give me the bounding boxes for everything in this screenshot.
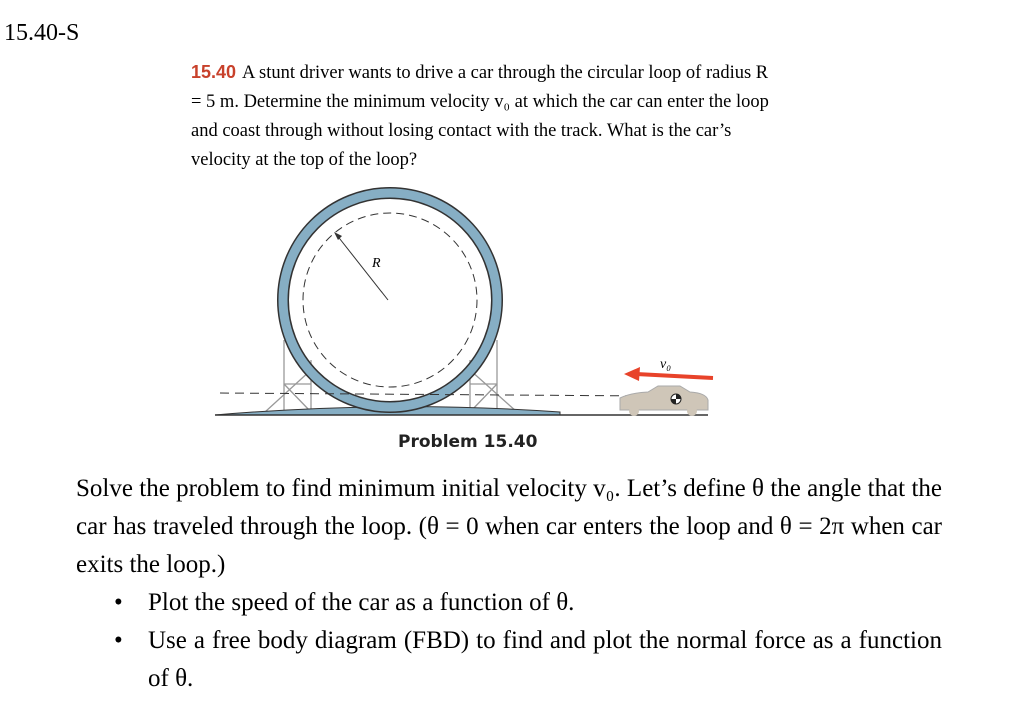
problem-text: A stunt driver wants to drive a car through the circular loop of radius R = 5 m. Determine the minimum velocity v₀ at which the car can enter the loop and coast through without losing contact with the track. What is the car’s velocity at the top of the loop? <box>191 63 769 170</box>
section-header: 15.40-S <box>4 20 80 46</box>
velocity-label: v₀ <box>660 357 672 372</box>
dashed-path <box>303 213 477 387</box>
intro-text: Solve the problem to find minimum initial velocity v₀. Let’s define θ the angle that the car has traveled through the loop. (θ = 0 when car enters the loop and θ = 2π when car exits the loop.) <box>76 475 942 578</box>
radius-label: R <box>372 256 381 271</box>
figure-caption: Problem 15.40 <box>398 432 538 452</box>
list-item: • Plot the speed of the car as a function of θ. <box>76 584 942 622</box>
task-description <box>76 470 942 698</box>
car-icon <box>620 386 708 416</box>
list-item: • Use a free body diagram (FBD) to find and plot the normal force as a function of θ. <box>76 622 942 698</box>
problem-number: 15.40 <box>191 62 237 82</box>
task-list <box>76 584 942 698</box>
